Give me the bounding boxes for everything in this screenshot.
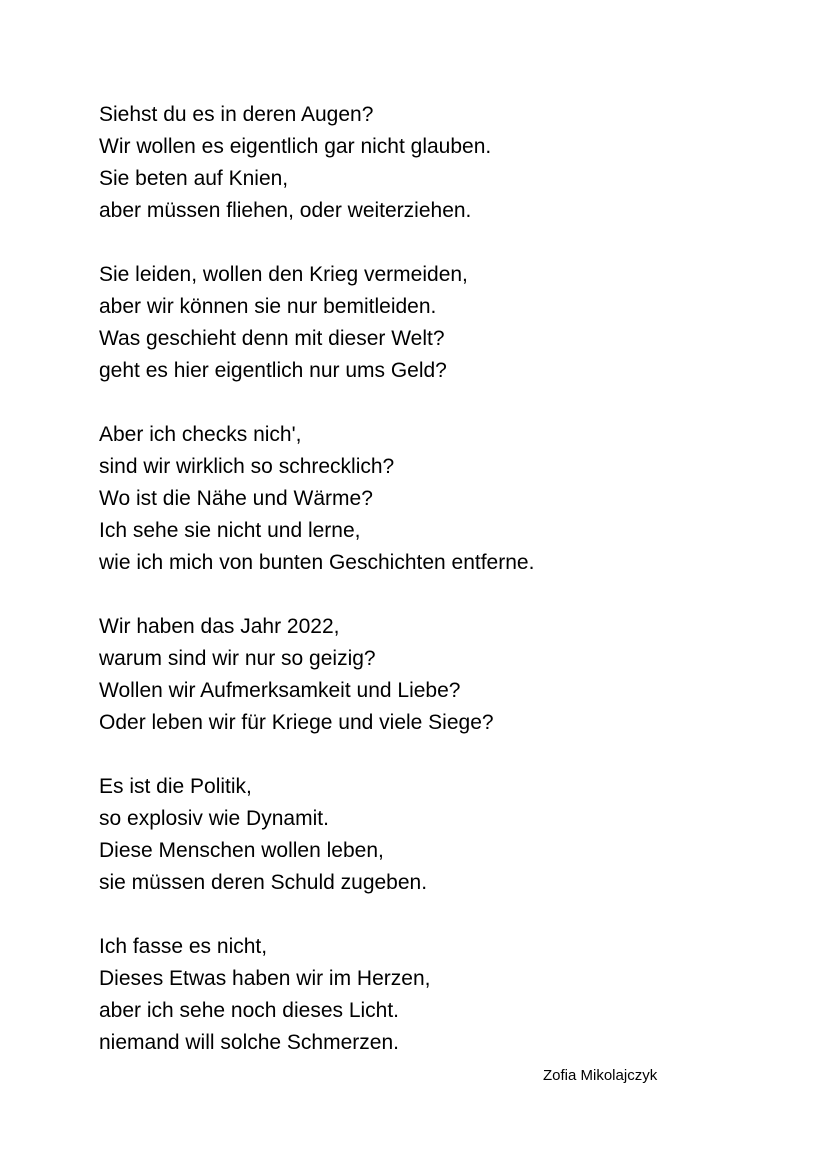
stanza-5 [99, 771, 739, 899]
poem-line: warum sind wir nur so geizig? [99, 647, 376, 670]
poem-line: aber müssen fliehen, oder weiterziehen. [99, 199, 472, 222]
stanza-2 [99, 259, 739, 387]
poem-line: Sie beten auf Knien, [99, 167, 289, 190]
poem-line: Wir haben das Jahr 2022, [99, 615, 340, 638]
author-name: Zofia Mikolajczyk [543, 1067, 658, 1084]
poem-line: aber ich sehe noch dieses Licht. [99, 999, 400, 1022]
poem-line: Es ist die Politik, [99, 775, 252, 798]
stanza-1 [99, 99, 739, 227]
poem-line: Ich sehe sie nicht und lerne, [99, 519, 361, 542]
poem-line: sie müssen deren Schuld zugeben. [99, 871, 428, 894]
poem-line: Sie leiden, wollen den Krieg vermeiden, [99, 263, 468, 286]
stanza-4 [99, 611, 739, 739]
poem-line: Wo ist die Nähe und Wärme? [99, 487, 373, 510]
poem-line: Ich fasse es nicht, [99, 935, 268, 958]
poem-line: Aber ich checks nich', [99, 423, 302, 446]
poem-line: niemand will solche Schmerzen. [99, 1031, 399, 1054]
poem [99, 99, 739, 1091]
poem-line: sind wir wirklich so schrecklich? [99, 455, 395, 478]
poem-line: Siehst du es in deren Augen? [99, 103, 374, 126]
poem-line: aber wir können sie nur bemitleiden. [99, 295, 437, 318]
poem-line: Diese Menschen wollen leben, [99, 839, 384, 862]
stanza-3 [99, 419, 739, 579]
poem-line: Dieses Etwas haben wir im Herzen, [99, 967, 431, 990]
poem-line: Oder leben wir für Kriege und viele Siege? [99, 711, 494, 734]
poem-line: so explosiv wie Dynamit. [99, 807, 329, 830]
stanza-6 [99, 931, 739, 1059]
poem-line: Was geschieht denn mit dieser Welt? [99, 327, 445, 350]
poem-line: wie ich mich von bunten Geschichten entferne. [99, 551, 535, 574]
poem-line: Wollen wir Aufmerksamkeit und Liebe? [99, 679, 461, 702]
poem-line: geht es hier eigentlich nur ums Geld? [99, 359, 447, 382]
poem-line: Wir wollen es eigentlich gar nicht glauben. [99, 135, 492, 158]
